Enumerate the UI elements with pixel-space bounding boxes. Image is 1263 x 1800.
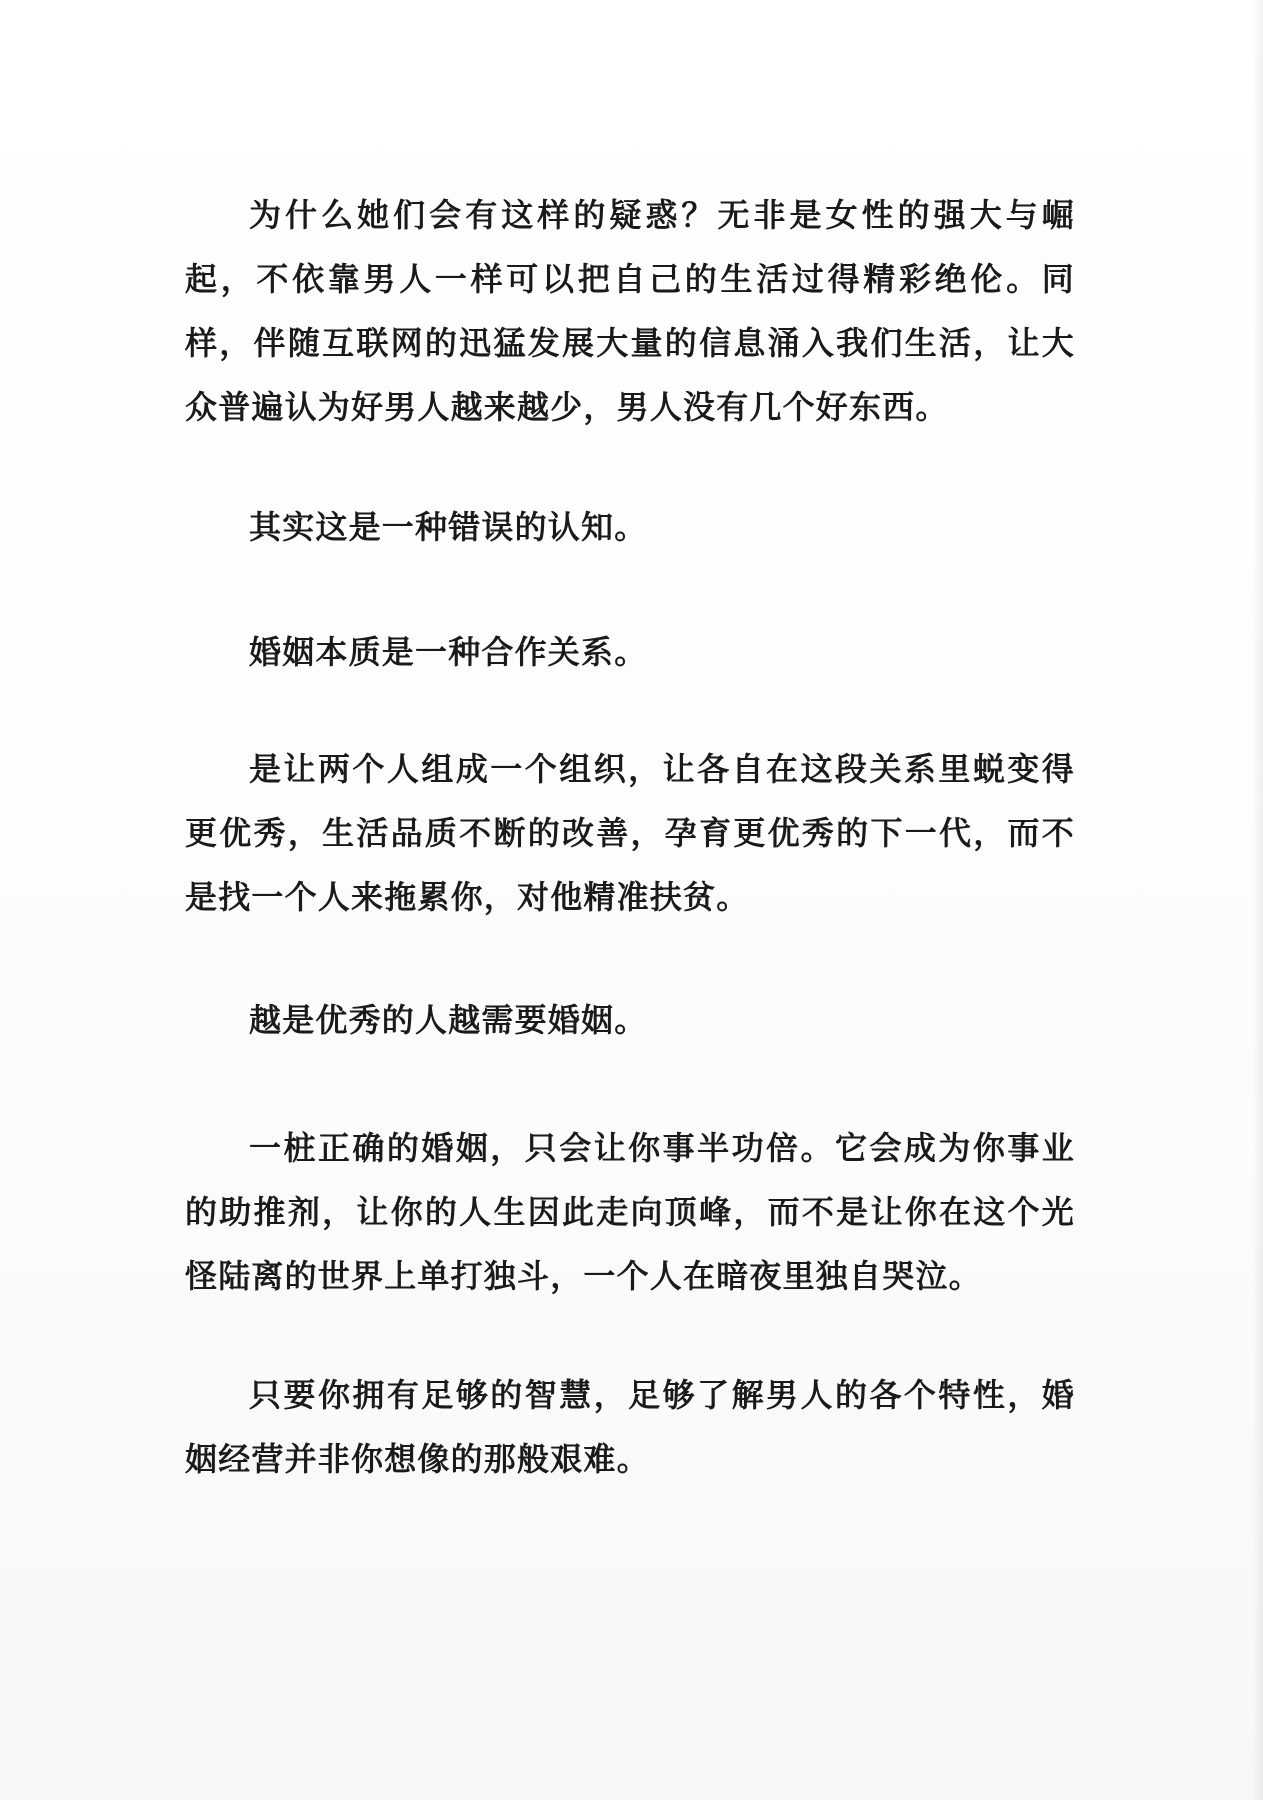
paragraph-right-marriage: 一桩正确的婚姻，只会让你事半功倍。它会成为你事业的助推剂，让你的人生因此走向顶峰，而不是让你在这个光怪陆离的世界上单打独斗，一个人在暗夜里独自哭泣。	[185, 1129, 1075, 1295]
page-edge-shadow	[1253, 0, 1263, 1800]
paragraph-wrong-cognition: 其实这是一种错误的认知。	[249, 508, 648, 546]
paragraph-doubt: 为什么她们会有这样的疑惑？无非是女性的强大与崛起，不依靠男人一样可以把自己的生活过得精彩绝伦。同样，伴随互联网的迅猛发展大量的信息涌入我们生活，让大众普遍认为好男人越来越少，男人没有几个好东西。	[185, 196, 1075, 426]
paragraph-excellent-people: 越是优秀的人越需要婚姻。	[249, 1001, 648, 1039]
paragraph-partnership: 是让两个人组成一个组织，让各自在这段关系里蜕变得更优秀，生活品质不断的改善，孕育更优秀的下一代，而不是找一个人来拖累你，对他精准扶贫。	[185, 750, 1075, 916]
paragraph-wisdom: 只要你拥有足够的智慧，足够了解男人的各个特性，婚姻经营并非你想像的那般艰难。	[185, 1376, 1075, 1478]
paragraph-marriage-essence: 婚姻本质是一种合作关系。	[249, 633, 648, 671]
